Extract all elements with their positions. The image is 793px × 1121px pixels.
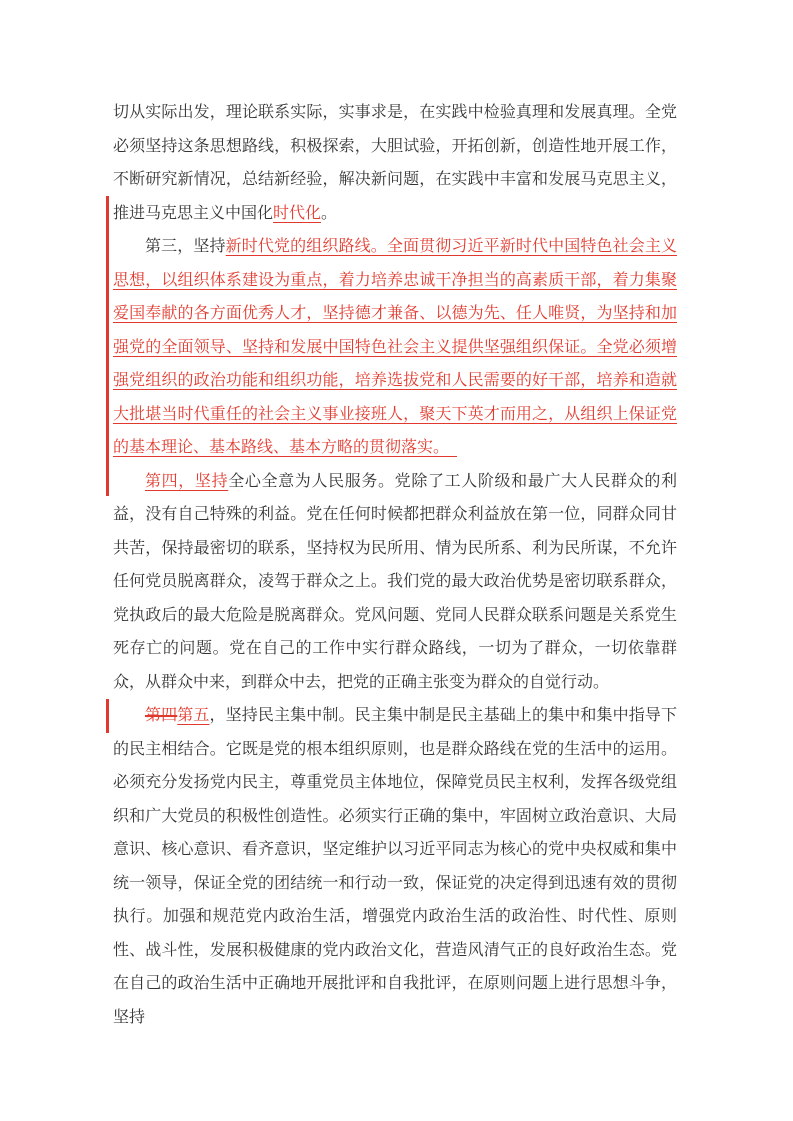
text-run: 。 [321, 204, 338, 222]
paragraph [113, 96, 677, 230]
inserted-text: 第四，坚持 [145, 472, 229, 490]
inserted-text: 新时代党的组织路线。全面贯彻习近平新时代中国特色社会主义思想，以组织体系建设为重点，着力培养忠诚干净担当的高素质干部，着力集聚爱国奉献的各方面优秀人才，坚持德才兼备、以德为先、任人唯贤，为坚持和加强党的全面领导、坚持和发展中国特色社会主义提供坚强组织保证。全党必须增强党组织的政治功能和组织功能，培养选拔党和人民需要的好干部，培养和造就大批堪当时代重任的社会主义事业接班人，聚天下英才而用之，从组织上保证党的基本理论、基本路线、基本方略的贯彻落实。 [113, 238, 677, 456]
text-run: 第三，坚持 [145, 238, 226, 255]
revision-change-bar [106, 196, 109, 496]
inserted-text: 第五 [177, 707, 210, 724]
text-run: 切从实际出发，理论联系实际，实事求是，在实践中检验真理和发展真理。全党必须坚持这条思想路线，积极探索，大胆试验，开拓创新，创造性地开展工作，不断研究新情况，总结新经验，解决新问题，在实践中丰富和发展马克思主义，推进马克思主义中国化 [113, 104, 677, 222]
deleted-text: 第四 [145, 707, 178, 724]
text-run: ，坚持民主集中制。民主集中制是民主基础上的集中和集中指导下的民主相结合。它既是党的根本组织原则，也是群众路线在党的生活中的运用。必须充分发扬党内民主，尊重党员主体地位，保障党员民主权利，发挥各级党组织和广大党员的积极性创造性。必须实行正确的集中，牢固树立政治意识、大局意识、核心意识、看齐意识，坚定维护以习近平同志为核心的党中央权威和集中统一领导，保证全党的团结统一和行动一致，保证党的决定得到迅速有效的贯彻执行。加强和规范党内政治生活，增强党内政治生活的政治性、时代性、原则性、战斗性，发展积极健康的党内政治文化，营造风清气正的良好政治生态。党在自己的政治生活中正确地开展批评和自我批评，在原则问题上进行思想斗争，坚持 [113, 707, 677, 1026]
paragraph [113, 230, 677, 465]
paragraph [113, 465, 677, 700]
inserted-text: 时代化 [273, 204, 322, 222]
text-run: 全心全意为人民服务。党除了工人阶级和最广大人民群众的利益，没有自己特殊的利益。党在任何时候都把群众利益放在第一位，同群众同甘共苦，保持最密切的联系，坚持权为民所用、情为民所系、利为民所谋，不允许任何党员脱离群众，凌驾于群众之上。我们党的最大政治优势是密切联系群众，党执政后的最大危险是脱离群众。党风问题、党同人民群众联系问题是关系党生死存亡的问题。党在自己的工作中实行群众路线，一切为了群众，一切依靠群众，从群众中来，到群众中去，把党的正确主张变为群众的自觉行动。 [113, 472, 677, 691]
paragraph [113, 699, 677, 1034]
document-body [113, 96, 677, 1034]
revision-change-bar [106, 699, 109, 733]
